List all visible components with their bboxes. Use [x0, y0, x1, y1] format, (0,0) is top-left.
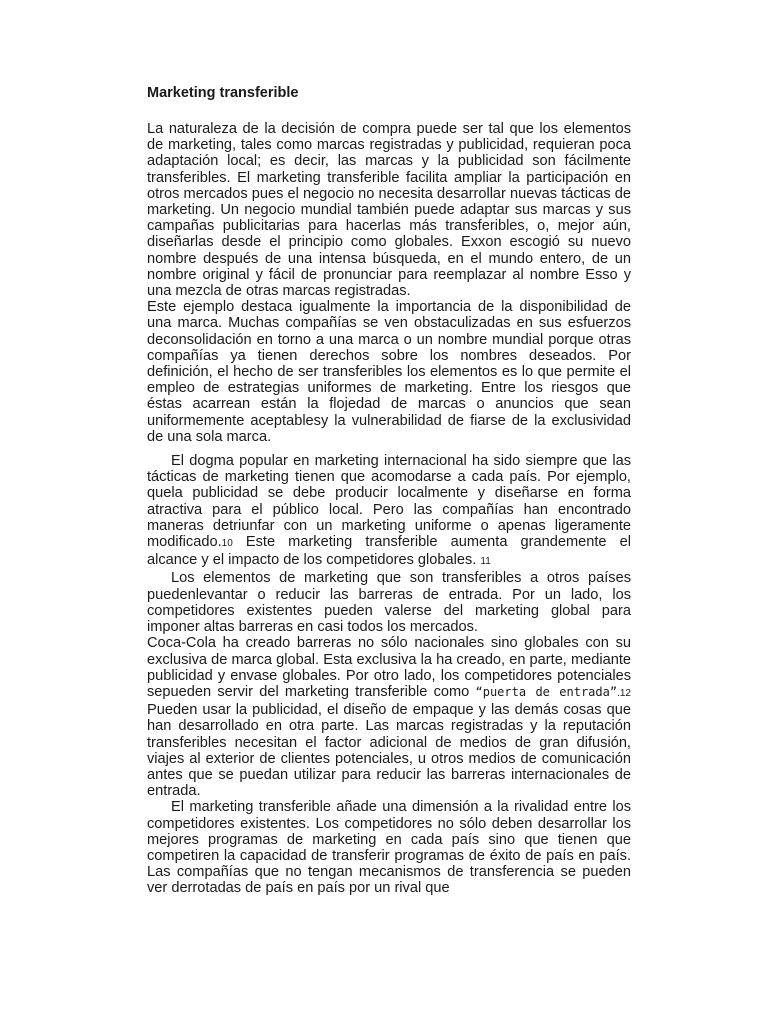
document-body [147, 85, 631, 897]
paragraph-5-text: Coca-Cola ha creado barreras no sólo nacionales sino globales con su exclusiva de marca global. Esta exclusiva la ha creado, en parte, mediante publicidad y envase globales. Por otro lado, los competidores potenciales sepueden servir del marketing transferible como [147, 635, 631, 700]
paragraph-3-text-cont: Este marketing transferible aumenta grandemente el alcance y el impacto de los competidores globales. [147, 534, 631, 569]
paragraph-6: El marketing transferible añade una dimensión a la rivalidad entre los competidores existentes. Los competidores no sólo deben desarrollar los mejores programas de marketing en cada país sino que tienen que competiren la capacidad de transferir programas de éxito de país en país. Las compañías que no tengan mecanismos de transferencia se pueden ver derrotadas de país en país por un rival que [147, 799, 631, 897]
paragraph-1: La naturaleza de la decisión de compra puede ser tal que los elementos de marketing, tales como marcas registradas y publicidad, requieran poca adaptación local; es decir, las marcas y la publicidad son fácilmente transferibles. El marketing transferible facilita ampliar la participación en otros mercados pues el negocio no necesita desarrollar nuevas tácticas de marketing. Un negocio mundial también puede adaptar sus marcas y sus campañas publicitarias para hacerlas más transferibles, o, mejor aún, diseñarlas desde el principio como globales. Exxon escogió su nuevo nombre después de una intensa búsqueda, en el mundo entero, de un nombre original y fácil de pronunciar para reemplazar al nombre Esso y una mezcla de otras marcas registradas. [147, 121, 631, 300]
paragraph-5 [147, 635, 631, 799]
quoted-term: “puerta de entrada” [475, 684, 618, 699]
section-title: Marketing transferible [147, 85, 299, 101]
paragraph-3 [147, 453, 631, 570]
paragraph-2: Este ejemplo destaca igualmente la importancia de la disponibilidad de una marca. Muchas compañías se ven obstaculizadas en sus esfuerzos deconsolidación en torno a una marca o un nombre mundial porque otras compañías ya tienen derechos sobre los nombres deseados. Por definición, el hecho de ser transferibles los elementos es lo que permite el empleo de estrategias uniformes de marketing. Entre los riesgos que éstas acarrean están la flojedad de marcas o anuncios que sean uniformemente aceptablesy la vulnerabilidad de fiarse de la exclusividad de una sola marca. [147, 299, 631, 445]
footnote-ref-11: 11 [480, 556, 491, 568]
paragraph-3-text: El dogma popular en marketing internacional ha sido siempre que las tácticas de marketing tienen que acomodarse a cada país. Por ejemplo, quela publicidad se debe producir localmente y diseñarse en forma atractiva para el público local. Pero las compañías han encontrado maneras detriunfar con un marketing uniforme o apenas ligeramente modificado. [147, 453, 631, 551]
footnote-ref-10: 10 [221, 538, 233, 550]
footnote-ref-12: .12 [617, 687, 631, 699]
paragraph-5-text-cont: Pueden usar la publicidad, el diseño de empaque y las demás cosas que han desarrollado en otra parte. Las marcas registradas y la reputación transferibles necesitan el factor adicional de medios de gran difusión, viajes al exterior de clientes potenciales, u otros medios de comunicación antes que se puedan utilizar para reducir las barreras internacionales de entrada. [147, 702, 631, 800]
paragraph-4: Los elementos de marketing que son transferibles a otros países puedenlevantar o reducir las barreras de entrada. Por un lado, los competidores existentes pueden valerse del marketing global para imponer altas barreras en casi todos los mercados. [147, 570, 631, 636]
